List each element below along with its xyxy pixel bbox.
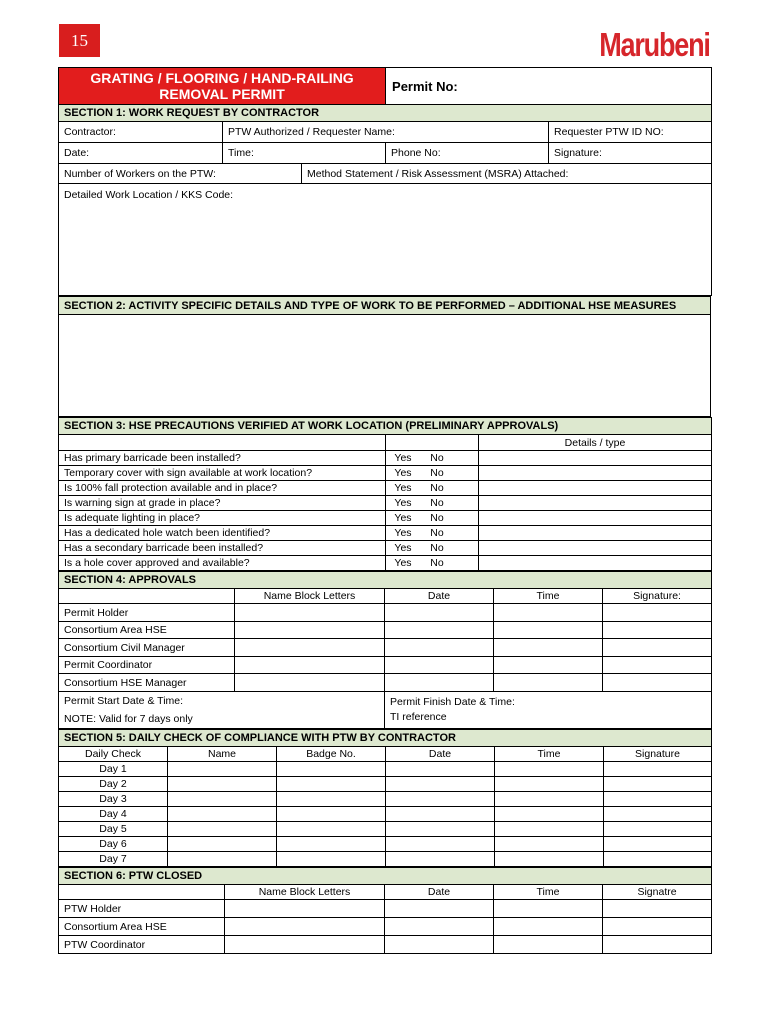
day-label: Day 5 [59,822,168,837]
yes-no-choice[interactable]: Yes No [386,556,479,571]
msra-field[interactable]: Method Statement / Risk Assessment (MSRA) Attached: [302,164,712,184]
table-row [59,852,712,867]
table-row [59,511,712,526]
day-label: Day 2 [59,777,168,792]
table-row [59,481,712,496]
time-cell[interactable] [495,762,604,777]
section1-table [58,67,712,296]
column-header: Date [386,747,495,762]
role-label: PTW Coordinator [59,936,225,954]
date-cell[interactable] [385,604,494,622]
column-header: Signature: [603,589,712,604]
yes-no-choice[interactable]: Yes No [386,466,479,481]
section3-table [58,417,712,571]
name-cell[interactable] [168,837,277,852]
column-header: Time [494,589,603,604]
role-label: Permit Holder [59,604,235,622]
role-label: Consortium Area HSE [59,622,235,639]
question: Is a hole cover approved and available? [59,556,386,571]
permit-start-field[interactable]: Permit Start Date & Time: NOTE: Valid for 7 days only [59,692,385,729]
yes-no-choice[interactable]: Yes No [386,496,479,511]
date-cell[interactable] [386,822,495,837]
permit-form [58,67,711,954]
table-row [59,526,712,541]
column-header: Daily Check [59,747,168,762]
day-label: Day 1 [59,762,168,777]
phone-field[interactable]: Phone No: [386,143,549,164]
name-cell[interactable] [168,792,277,807]
date-cell[interactable] [386,807,495,822]
location-field[interactable]: Detailed Work Location / KKS Code: [59,184,712,296]
name-cell[interactable] [225,936,385,954]
time-cell[interactable] [495,837,604,852]
table-row [59,466,712,481]
signature-cell[interactable] [603,900,712,918]
table-row [59,604,712,622]
question: Is warning sign at grade in place? [59,496,386,511]
name-cell[interactable] [235,604,385,622]
section6-heading: SECTION 6: PTW CLOSED [59,868,712,885]
badge-cell[interactable] [277,807,386,822]
role-label: PTW Holder [59,900,225,918]
time-field[interactable]: Time: [223,143,386,164]
details-cell[interactable] [479,556,712,571]
name-cell[interactable] [235,639,385,657]
column-header: Badge No. [277,747,386,762]
details-cell[interactable] [479,496,712,511]
table-row [59,900,712,918]
time-cell[interactable] [495,822,604,837]
signature-cell[interactable] [604,792,712,807]
name-cell[interactable] [225,900,385,918]
activity-details-area[interactable] [59,315,711,417]
signature-cell[interactable] [603,918,712,936]
signature-cell[interactable] [603,657,712,674]
signature-cell[interactable] [604,777,712,792]
day-label: Day 4 [59,807,168,822]
time-cell[interactable] [495,792,604,807]
details-type-header: Details / type [479,435,712,451]
section4-table [58,571,712,729]
question: Has a dedicated hole watch been identified? [59,526,386,541]
signature-cell[interactable] [604,852,712,867]
blank-cell [59,435,386,451]
signature-cell[interactable] [603,936,712,954]
name-cell[interactable] [235,657,385,674]
section5-table [58,729,712,867]
column-header: Date [385,885,494,900]
time-cell[interactable] [495,777,604,792]
section6-table [58,867,712,954]
marubeni-logo: Marubeni [599,26,710,63]
table-row [59,936,712,954]
column-header: Date [385,589,494,604]
name-cell[interactable] [168,762,277,777]
role-label: Consortium Area HSE [59,918,225,936]
date-cell[interactable] [386,777,495,792]
date-cell[interactable] [385,918,494,936]
yes-no-choice[interactable]: Yes No [386,451,479,466]
name-cell[interactable] [168,807,277,822]
signature-cell[interactable] [603,639,712,657]
table-row [59,639,712,657]
time-cell[interactable] [494,674,603,692]
date-cell[interactable] [385,674,494,692]
name-cell[interactable] [225,918,385,936]
column-header: Name Block Letters [225,885,385,900]
time-cell[interactable] [494,657,603,674]
day-label: Day 6 [59,837,168,852]
badge-cell[interactable] [277,777,386,792]
time-cell[interactable] [494,918,603,936]
question: Is adequate lighting in place? [59,511,386,526]
role-label: Consortium HSE Manager [59,674,235,692]
role-label: Permit Coordinator [59,657,235,674]
yes-no-choice[interactable]: Yes No [386,511,479,526]
table-row [59,822,712,837]
name-cell[interactable] [235,622,385,639]
yes-no-choice[interactable]: Yes No [386,541,479,556]
date-field[interactable]: Date: [59,143,223,164]
permit-finish-field[interactable]: Permit Finish Date & Time: TI reference [385,692,712,729]
blank-cell [59,589,235,604]
section2-heading: SECTION 2: ACTIVITY SPECIFIC DETAILS AND TYPE OF WORK TO BE PERFORMED – ADDITIONAL HSE MEASURES [59,297,711,315]
section4-heading: SECTION 4: APPROVALS [59,572,712,589]
signature-cell[interactable] [603,674,712,692]
table-row [59,556,712,571]
time-cell[interactable] [494,936,603,954]
section1-heading: SECTION 1: WORK REQUEST BY CONTRACTOR [59,105,712,122]
date-cell[interactable] [385,639,494,657]
details-cell[interactable] [479,466,712,481]
contractor-field[interactable]: Contractor: [59,122,223,143]
badge-cell[interactable] [277,837,386,852]
page-number: 15 [59,24,100,57]
question: Temporary cover with sign available at work location? [59,466,386,481]
table-row [59,762,712,777]
permit-no-field[interactable]: Permit No: [386,68,712,105]
badge-cell[interactable] [277,762,386,777]
section3-heading: SECTION 3: HSE PRECAUTIONS VERIFIED AT WORK LOCATION (PRELIMINARY APPROVALS) [59,418,712,435]
blank-cell [386,435,479,451]
date-cell[interactable] [386,792,495,807]
role-label: Consortium Civil Manager [59,639,235,657]
table-row [59,777,712,792]
table-row [59,451,712,466]
day-label: Day 7 [59,852,168,867]
table-row [59,496,712,511]
time-cell[interactable] [494,900,603,918]
table-row [59,792,712,807]
time-cell[interactable] [495,807,604,822]
details-cell[interactable] [479,451,712,466]
column-header: Name [168,747,277,762]
table-row [59,807,712,822]
column-header: Signatre [603,885,712,900]
name-cell[interactable] [168,852,277,867]
time-cell[interactable] [495,852,604,867]
blank-cell [59,885,225,900]
question: Has primary barricade been installed? [59,451,386,466]
time-cell[interactable] [494,622,603,639]
badge-cell[interactable] [277,792,386,807]
details-cell[interactable] [479,481,712,496]
time-cell[interactable] [494,639,603,657]
date-cell[interactable] [386,852,495,867]
question: Is 100% fall protection available and in place? [59,481,386,496]
yes-no-choice[interactable]: Yes No [386,526,479,541]
date-cell[interactable] [385,900,494,918]
details-cell[interactable] [479,541,712,556]
badge-cell[interactable] [277,852,386,867]
table-row [59,837,712,852]
section5-heading: SECTION 5: DAILY CHECK OF COMPLIANCE WITH PTW BY CONTRACTOR [59,730,712,747]
ptw-authorized-field[interactable]: PTW Authorized / Requester Name: [223,122,549,143]
column-header: Time [495,747,604,762]
details-cell[interactable] [479,526,712,541]
name-cell[interactable] [168,822,277,837]
signature-cell[interactable] [604,807,712,822]
date-cell[interactable] [385,622,494,639]
section2-table [58,296,711,417]
table-row [59,541,712,556]
table-row [59,622,712,639]
badge-cell[interactable] [277,822,386,837]
column-header: Name Block Letters [235,589,385,604]
date-cell[interactable] [385,936,494,954]
form-title: GRATING / FLOORING / HAND-RAILING REMOVAL PERMIT [59,68,386,105]
date-cell[interactable] [385,657,494,674]
requester-id-field[interactable]: Requester PTW ID NO: [549,122,712,143]
date-cell[interactable] [386,762,495,777]
time-cell[interactable] [494,604,603,622]
table-row [59,657,712,674]
table-row [59,674,712,692]
details-cell[interactable] [479,511,712,526]
signature-field[interactable]: Signature: [549,143,712,164]
signature-cell[interactable] [603,622,712,639]
date-cell[interactable] [386,837,495,852]
day-label: Day 3 [59,792,168,807]
yes-no-choice[interactable]: Yes No [386,481,479,496]
name-cell[interactable] [235,674,385,692]
signature-cell[interactable] [604,822,712,837]
workers-field[interactable]: Number of Workers on the PTW: [59,164,302,184]
signature-cell[interactable] [603,604,712,622]
column-header: Time [494,885,603,900]
question: Has a secondary barricade been installed? [59,541,386,556]
signature-cell[interactable] [604,837,712,852]
table-row [59,918,712,936]
column-header: Signature [604,747,712,762]
signature-cell[interactable] [604,762,712,777]
name-cell[interactable] [168,777,277,792]
